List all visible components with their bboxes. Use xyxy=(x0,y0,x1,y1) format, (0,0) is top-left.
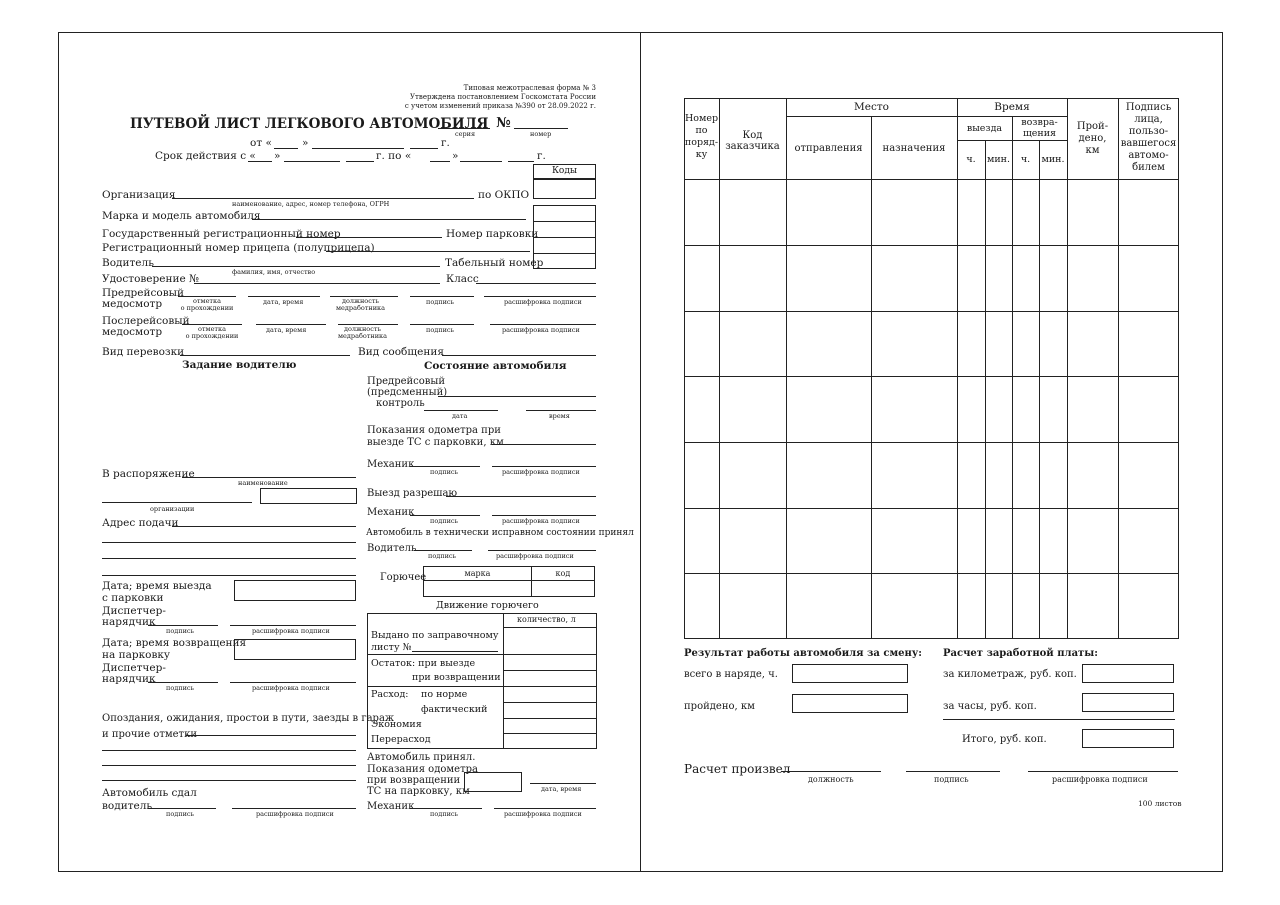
exit-line: с парковки xyxy=(102,592,164,604)
sheets-count: 100 листов xyxy=(1138,799,1182,808)
delays-line: Опоздания, ожидания, простои в пути, заезды в гараж xyxy=(102,713,395,724)
mechanic-label: Механик xyxy=(367,459,415,470)
header-line: заказчика xyxy=(725,141,780,152)
per-km-box[interactable] xyxy=(1082,664,1174,683)
header-signature xyxy=(1118,102,1179,174)
class-label: Класс xyxy=(446,273,479,285)
med-caption: дата, время xyxy=(266,326,307,334)
header-distance xyxy=(1067,121,1118,157)
premed-line: медосмотр xyxy=(102,298,163,310)
exit-line: Дата; время выезда xyxy=(102,580,212,592)
result-heading: Результат работы автомобиля за смену: xyxy=(684,648,922,659)
caption-line: медработника xyxy=(336,304,385,312)
mechanic-label: Механик xyxy=(367,801,415,812)
header-minutes: мин. xyxy=(986,154,1011,165)
return-line: на парковку xyxy=(102,649,171,661)
decode-caption: расшифровка подписи xyxy=(256,810,334,818)
fuel-brand-cell[interactable] xyxy=(424,581,532,597)
exit-allowed-label: Выезд разрешаю xyxy=(367,488,458,499)
exit-datetime-label xyxy=(102,580,212,604)
caption-line: должность xyxy=(341,297,379,305)
trailer-reg-label: Регистрационный номер прицепа (полуприцепа) xyxy=(102,242,375,254)
fuel-table xyxy=(423,566,595,597)
exit-datetime-box[interactable] xyxy=(234,580,356,601)
number-caption: номер xyxy=(530,130,552,138)
total-hours-label: всего в наряде, ч. xyxy=(684,669,778,680)
caption-line: должность xyxy=(343,325,381,333)
sign-caption: подпись xyxy=(428,552,457,560)
header-line: лица, xyxy=(1134,114,1163,125)
fuel-label: Горючее xyxy=(380,572,427,583)
position-caption: должность xyxy=(808,775,854,784)
header-departure: отправления xyxy=(794,143,863,154)
okpo-label: по ОКПО xyxy=(478,189,530,201)
number-sign: № xyxy=(496,115,511,131)
header-line: пользо- xyxy=(1128,126,1169,137)
economy-label: Экономия xyxy=(371,719,422,730)
sign-caption: подпись xyxy=(430,810,459,818)
return-line: Дата; время возвращения xyxy=(102,637,247,649)
quote-close: » xyxy=(452,150,459,162)
odometer-return-label xyxy=(367,764,478,797)
med-caption xyxy=(180,298,234,312)
header-line: ку xyxy=(695,149,708,160)
driver-ok-label: Водитель xyxy=(367,543,417,554)
decode-caption: расшифровка подписи xyxy=(502,468,580,476)
overrun-label: Перерасход xyxy=(371,734,431,745)
delays-label xyxy=(102,711,394,743)
norm-label: по норме xyxy=(421,689,468,700)
decode-caption: расшифровка подписи xyxy=(502,517,580,525)
time-caption: время xyxy=(549,412,570,420)
form-header-line: Типовая межотраслевая форма № 3 xyxy=(463,84,596,92)
quote-close: » xyxy=(274,150,281,162)
caption-line: отметка xyxy=(198,325,226,333)
postmed-line: Послерейсовый xyxy=(102,315,190,327)
car-handed-line: водитель xyxy=(102,800,153,812)
odometer-return-line: при возвращении xyxy=(367,775,461,786)
fuel-brand-header: марка xyxy=(424,567,532,581)
datetime-caption: дата, время xyxy=(541,785,582,793)
consumption-label: Расход: xyxy=(371,689,409,700)
odometer-out-label xyxy=(367,425,504,449)
dispatcher-line: Диспетчер- xyxy=(102,662,166,674)
odometer-return-line: ТС на парковку, км xyxy=(367,786,470,797)
header-line: км xyxy=(1085,145,1100,156)
dispatcher-line: нарядчик xyxy=(102,673,156,685)
total-hours-box[interactable] xyxy=(792,664,908,683)
return-datetime-label xyxy=(102,637,246,661)
header-line: Подпись xyxy=(1125,102,1172,113)
caption-line: о прохождении xyxy=(185,332,239,340)
total-box[interactable] xyxy=(1082,729,1174,748)
header-time: Время xyxy=(994,101,1030,113)
distance-box[interactable] xyxy=(792,694,908,713)
caption-line: о прохождении xyxy=(180,304,234,312)
caption-line: медработника xyxy=(338,332,387,340)
fuel-movement-label: Движение горючего xyxy=(436,600,539,611)
header-line: вавшегося xyxy=(1120,138,1177,149)
driver-label: Водитель xyxy=(102,257,154,269)
sign-caption: подпись xyxy=(430,517,459,525)
per-hour-box[interactable] xyxy=(1082,693,1174,712)
quote-close: » xyxy=(302,137,309,149)
date-from-label: от « xyxy=(250,137,272,149)
odometer-return-box[interactable] xyxy=(464,772,522,792)
page-title: ПУТЕВОЙ ЛИСТ ЛЕГКОВОГО АВТОМОБИЛЯ xyxy=(130,116,489,132)
series-caption: серия xyxy=(455,130,476,138)
delays-line: и прочие отметки xyxy=(102,729,197,740)
year-suffix: г. xyxy=(537,150,546,162)
decode-caption: расшифровка подписи xyxy=(252,627,330,635)
sign-caption: подпись xyxy=(166,810,195,818)
header-customer xyxy=(719,130,786,152)
car-accepted-label: Автомобиль принял. xyxy=(367,752,476,763)
organization-label: Организация xyxy=(102,189,176,201)
form-header-line: Утверждена постановлением Госкомстата России xyxy=(410,93,596,101)
med-caption: расшифровка подписи xyxy=(502,326,580,334)
med-caption: расшифровка подписи xyxy=(504,298,582,306)
task-heading: Задание водителю xyxy=(182,359,297,371)
header-line: Код xyxy=(742,130,763,141)
header-line: по xyxy=(695,125,708,136)
calc-by-label: Расчет произвел xyxy=(684,762,791,776)
driver-caption: фамилия, имя, отчество xyxy=(232,268,316,276)
odometer-return-line: Показания одометра xyxy=(367,764,478,775)
header-line: поряд- xyxy=(684,137,719,148)
sign-caption: подпись xyxy=(166,684,195,692)
decode-caption: расшифровка подписи xyxy=(496,552,574,560)
premed-line: Предрейсовый xyxy=(102,287,184,299)
sign-caption: подпись xyxy=(166,627,195,635)
header-exit: выезда xyxy=(966,123,1003,134)
premed-label xyxy=(102,288,184,310)
med-caption: подпись xyxy=(426,298,455,306)
license-label: Удостоверение № xyxy=(102,273,199,285)
precontrol-label xyxy=(367,376,447,409)
validity-label: Срок действия с « xyxy=(155,150,256,162)
validity-to: г. по « xyxy=(376,150,412,162)
header-line: дено, xyxy=(1078,133,1107,144)
med-caption xyxy=(184,326,240,340)
header-line: Прой- xyxy=(1076,121,1109,132)
state-reg-label: Государственный регистрационный номер xyxy=(102,228,341,240)
postmed-label xyxy=(102,316,190,338)
sign-caption: подпись xyxy=(430,468,459,476)
header-minutes: мин. xyxy=(1041,154,1065,165)
med-caption xyxy=(336,298,385,312)
total-label: Итого, руб. коп. xyxy=(962,734,1047,745)
dispatcher-line: Диспетчер- xyxy=(102,605,166,617)
decode-caption: расшифровка подписи xyxy=(504,810,582,818)
date-caption: дата xyxy=(452,412,468,420)
issued-line: Выдано по заправочному xyxy=(371,630,499,641)
precontrol-line: (предсменный) xyxy=(367,387,448,398)
state-heading: Состояние автомобиля xyxy=(424,360,567,372)
precontrol-line: контроль xyxy=(376,398,425,409)
postmed-line: медосмотр xyxy=(102,326,163,338)
header-hours: ч. xyxy=(1020,154,1031,165)
decode-caption: расшифровка подписи xyxy=(252,684,330,692)
codes-header: Коды xyxy=(533,164,596,179)
header-num xyxy=(684,113,719,161)
name-caption: наименование xyxy=(238,479,288,487)
issued-line: листу № xyxy=(371,642,412,653)
disposal-label: В распоряжение xyxy=(102,468,195,480)
remain-return-label: при возвращении xyxy=(412,672,501,683)
car-handed-line: Автомобиль сдал xyxy=(102,787,197,799)
message-type-label: Вид сообщения xyxy=(358,346,444,358)
tab-number-label: Табельный номер xyxy=(445,257,544,269)
decode-caption: расшифровка подписи xyxy=(1052,775,1148,784)
header-line: Номер xyxy=(684,113,719,124)
fuel-code-header: код xyxy=(531,567,594,581)
caption-line: отметка xyxy=(193,297,221,305)
sign-caption: подпись xyxy=(934,775,969,784)
org-caption: организации xyxy=(150,505,195,513)
quantity-label: количество, л xyxy=(517,615,576,624)
header-line: билем xyxy=(1132,162,1165,173)
car-model-label: Марка и модель автомобиля xyxy=(102,210,261,222)
organization-caption: наименование, адрес, номер телефона, ОГРН xyxy=(232,200,390,208)
form-header xyxy=(380,84,596,111)
disposal-code-box[interactable] xyxy=(260,488,357,504)
actual-label: фактический xyxy=(421,704,488,715)
header-line: щения xyxy=(1022,128,1057,139)
garage-number-label: Номер парковки xyxy=(446,228,539,240)
distance-label: пройдено, км xyxy=(684,701,755,712)
form-header-line: с учетом изменений приказа №390 от 28.09.2022 г. xyxy=(404,102,596,110)
header-place: Место xyxy=(854,101,889,113)
per-km-label: за километраж, руб. коп. xyxy=(943,669,1077,680)
odometer-line: Показания одометра при xyxy=(367,425,501,436)
header-line: автомо- xyxy=(1128,150,1169,161)
mechanic-label: Механик xyxy=(367,507,415,518)
odometer-line: выезде ТС с парковки, км xyxy=(367,437,504,448)
med-caption xyxy=(338,326,387,340)
car-ok-label: Автомобиль в технически исправном состоянии принял xyxy=(366,528,634,538)
med-caption: подпись xyxy=(426,326,455,334)
header-line: возвра- xyxy=(1021,117,1058,128)
transport-type-label: Вид перевозки xyxy=(102,346,185,358)
year-suffix: г. xyxy=(441,137,450,149)
dispatcher-line: нарядчик xyxy=(102,616,156,628)
address-label: Адрес подачи xyxy=(102,517,179,529)
per-hour-label: за часы, руб. коп. xyxy=(943,701,1037,712)
precontrol-line: Предрейсовый xyxy=(367,376,446,387)
header-destination: назначения xyxy=(882,143,946,154)
med-caption: дата, время xyxy=(263,298,304,306)
fuel-code-cell[interactable] xyxy=(531,581,594,597)
header-return xyxy=(1012,117,1067,139)
header-hours: ч. xyxy=(966,154,976,165)
return-datetime-box[interactable] xyxy=(234,639,356,660)
okpo-code-box[interactable] xyxy=(533,179,596,199)
remain-label: Остаток: при выезде xyxy=(371,658,476,669)
salary-heading: Расчет заработной платы: xyxy=(943,648,1098,659)
